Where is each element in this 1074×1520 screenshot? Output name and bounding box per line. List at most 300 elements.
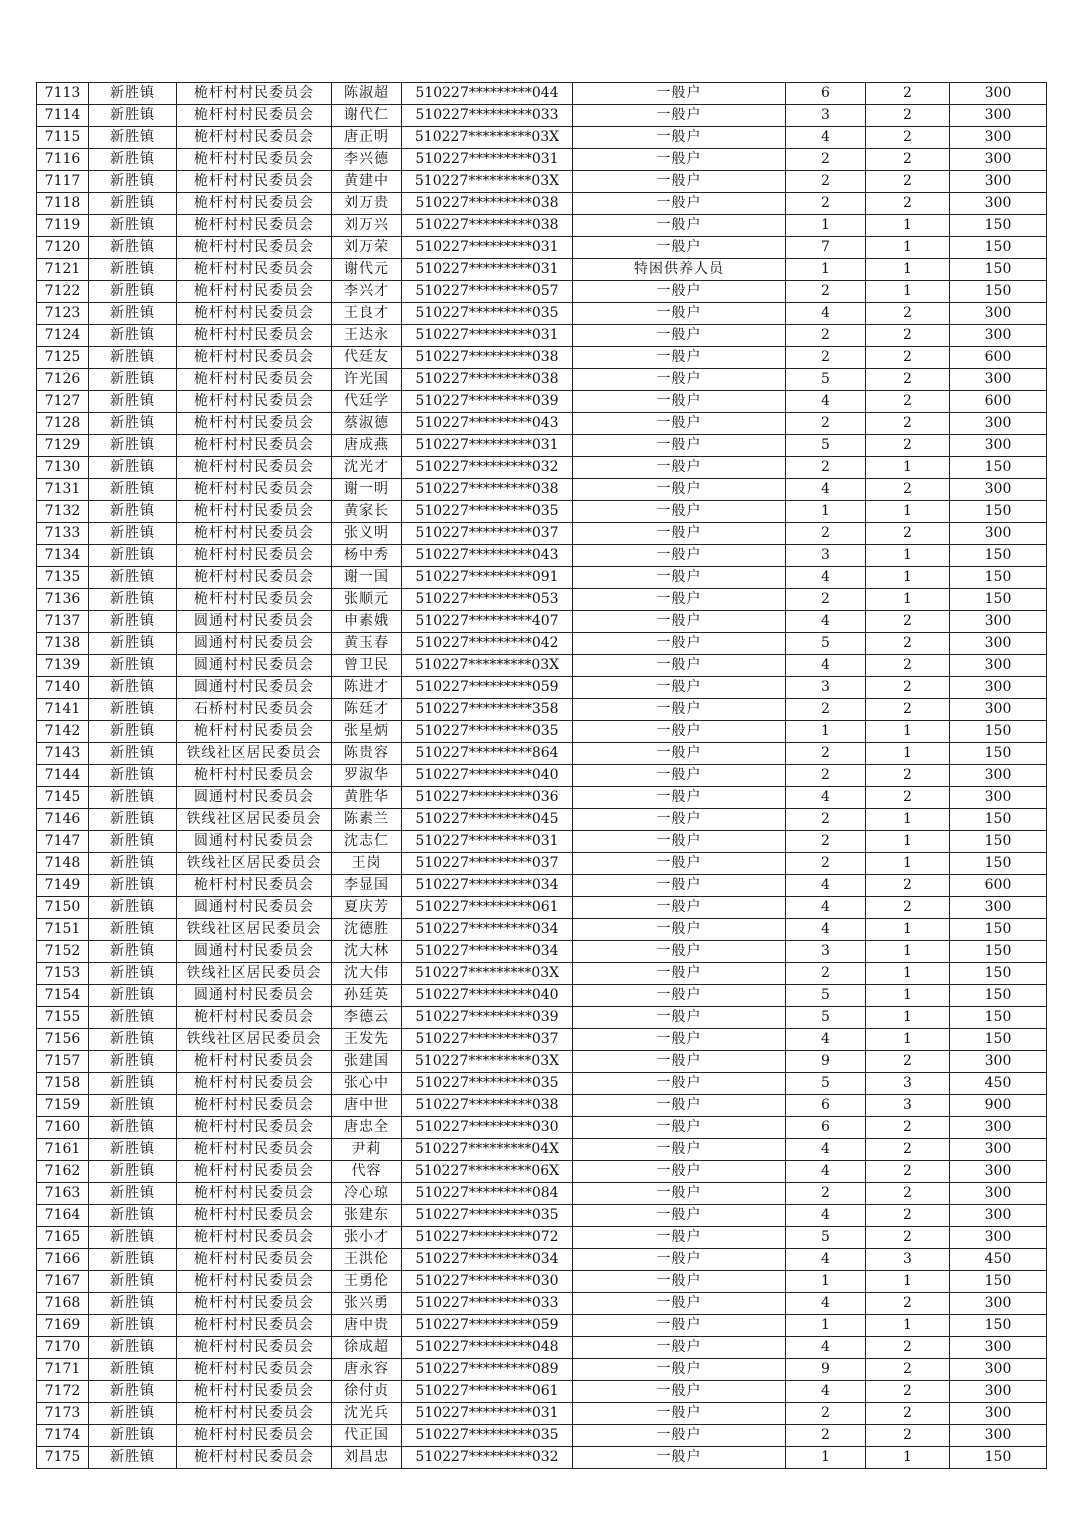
name-cell: 唐中世: [332, 1095, 402, 1117]
amount-cell: 300: [950, 699, 1047, 721]
subsidized-cell: 1: [866, 831, 950, 853]
subsidized-cell: 1: [866, 963, 950, 985]
persons-cell: 3: [786, 105, 866, 127]
amount-cell: 300: [950, 149, 1047, 171]
subsidized-cell: 2: [866, 1293, 950, 1315]
amount-cell: 300: [950, 677, 1047, 699]
table-row: [37, 127, 1047, 149]
name-cell: 李兴德: [332, 149, 402, 171]
table-row: [37, 941, 1047, 963]
name-cell: 刘昌忠: [332, 1447, 402, 1469]
village-cell: 桅杆村村民委员会: [177, 567, 332, 589]
village-cell: 桅杆村村民委员会: [177, 391, 332, 413]
town-cell: 新胜镇: [89, 1249, 177, 1271]
persons-cell: 2: [786, 809, 866, 831]
id-cell: 510227*********040: [402, 765, 573, 787]
type-cell: 一般户: [573, 721, 786, 743]
amount-cell: 300: [950, 413, 1047, 435]
table-row: [37, 303, 1047, 325]
name-cell: 张顺元: [332, 589, 402, 611]
seq-cell: 7153: [37, 963, 89, 985]
subsidized-cell: 2: [866, 435, 950, 457]
seq-cell: 7140: [37, 677, 89, 699]
amount-cell: 150: [950, 281, 1047, 303]
subsidized-cell: 1: [866, 809, 950, 831]
subsidized-cell: 2: [866, 1227, 950, 1249]
name-cell: 沈德胜: [332, 919, 402, 941]
table-row: [37, 83, 1047, 105]
subsidized-cell: 2: [866, 1051, 950, 1073]
persons-cell: 4: [786, 567, 866, 589]
seq-cell: 7144: [37, 765, 89, 787]
village-cell: 桅杆村村民委员会: [177, 237, 332, 259]
persons-cell: 3: [786, 677, 866, 699]
table-row: [37, 1073, 1047, 1095]
amount-cell: 300: [950, 1381, 1047, 1403]
id-cell: 510227*********045: [402, 809, 573, 831]
id-cell: 510227*********044: [402, 83, 573, 105]
persons-cell: 4: [786, 875, 866, 897]
subsidized-cell: 1: [866, 985, 950, 1007]
subsidized-cell: 2: [866, 523, 950, 545]
type-cell: 一般户: [573, 897, 786, 919]
table-row: [37, 875, 1047, 897]
amount-cell: 300: [950, 83, 1047, 105]
type-cell: 一般户: [573, 1205, 786, 1227]
seq-cell: 7126: [37, 369, 89, 391]
id-cell: 510227*********03X: [402, 171, 573, 193]
id-cell: 510227*********038: [402, 369, 573, 391]
seq-cell: 7164: [37, 1205, 89, 1227]
name-cell: 孙廷英: [332, 985, 402, 1007]
type-cell: 一般户: [573, 435, 786, 457]
amount-cell: 300: [950, 787, 1047, 809]
type-cell: 一般户: [573, 1425, 786, 1447]
type-cell: 一般户: [573, 787, 786, 809]
id-cell: 510227*********035: [402, 501, 573, 523]
persons-cell: 6: [786, 1117, 866, 1139]
table-row: [37, 1183, 1047, 1205]
amount-cell: 150: [950, 259, 1047, 281]
town-cell: 新胜镇: [89, 941, 177, 963]
name-cell: 陈素兰: [332, 809, 402, 831]
amount-cell: 150: [950, 1315, 1047, 1337]
subsidized-cell: 3: [866, 1073, 950, 1095]
subsidized-cell: 2: [866, 479, 950, 501]
type-cell: 一般户: [573, 963, 786, 985]
town-cell: 新胜镇: [89, 105, 177, 127]
id-cell: 510227*********031: [402, 259, 573, 281]
name-cell: 谢代仁: [332, 105, 402, 127]
subsidized-cell: 1: [866, 281, 950, 303]
town-cell: 新胜镇: [89, 435, 177, 457]
name-cell: 刘万兴: [332, 215, 402, 237]
table-row: [37, 1227, 1047, 1249]
village-cell: 圆通村村民委员会: [177, 677, 332, 699]
village-cell: 石桥村村民委员会: [177, 699, 332, 721]
seq-cell: 7161: [37, 1139, 89, 1161]
name-cell: 陈贵容: [332, 743, 402, 765]
name-cell: 黄建中: [332, 171, 402, 193]
town-cell: 新胜镇: [89, 1293, 177, 1315]
town-cell: 新胜镇: [89, 743, 177, 765]
subsidized-cell: 2: [866, 303, 950, 325]
amount-cell: 300: [950, 1359, 1047, 1381]
persons-cell: 2: [786, 743, 866, 765]
town-cell: 新胜镇: [89, 1161, 177, 1183]
persons-cell: 2: [786, 149, 866, 171]
table-row: [37, 105, 1047, 127]
subsidized-cell: 2: [866, 1183, 950, 1205]
id-cell: 510227*********038: [402, 215, 573, 237]
village-cell: 铁线社区居民委员会: [177, 963, 332, 985]
type-cell: 一般户: [573, 765, 786, 787]
type-cell: 一般户: [573, 127, 786, 149]
town-cell: 新胜镇: [89, 1425, 177, 1447]
name-cell: 王勇伦: [332, 1271, 402, 1293]
subsidized-cell: 1: [866, 1007, 950, 1029]
type-cell: 一般户: [573, 699, 786, 721]
id-cell: 510227*********061: [402, 1381, 573, 1403]
amount-cell: 150: [950, 1447, 1047, 1469]
persons-cell: 4: [786, 655, 866, 677]
id-cell: 510227*********030: [402, 1271, 573, 1293]
id-cell: 510227*********048: [402, 1337, 573, 1359]
persons-cell: 1: [786, 501, 866, 523]
town-cell: 新胜镇: [89, 787, 177, 809]
amount-cell: 300: [950, 1293, 1047, 1315]
subsidized-cell: 2: [866, 897, 950, 919]
amount-cell: 300: [950, 1183, 1047, 1205]
name-cell: 冷心琼: [332, 1183, 402, 1205]
town-cell: 新胜镇: [89, 809, 177, 831]
name-cell: 谢一明: [332, 479, 402, 501]
id-cell: 510227*********032: [402, 1447, 573, 1469]
persons-cell: 4: [786, 1029, 866, 1051]
persons-cell: 2: [786, 1403, 866, 1425]
amount-cell: 900: [950, 1095, 1047, 1117]
table-row: [37, 633, 1047, 655]
name-cell: 唐正明: [332, 127, 402, 149]
village-cell: 桅杆村村民委员会: [177, 259, 332, 281]
id-cell: 510227*********030: [402, 1117, 573, 1139]
seq-cell: 7151: [37, 919, 89, 941]
type-cell: 一般户: [573, 369, 786, 391]
amount-cell: 150: [950, 1029, 1047, 1051]
seq-cell: 7166: [37, 1249, 89, 1271]
subsidized-cell: 2: [866, 875, 950, 897]
persons-cell: 4: [786, 897, 866, 919]
subsidized-cell: 2: [866, 1205, 950, 1227]
type-cell: 一般户: [573, 413, 786, 435]
seq-cell: 7163: [37, 1183, 89, 1205]
seq-cell: 7123: [37, 303, 89, 325]
town-cell: 新胜镇: [89, 765, 177, 787]
name-cell: 尹莉: [332, 1139, 402, 1161]
id-cell: 510227*********038: [402, 193, 573, 215]
id-cell: 510227*********033: [402, 1293, 573, 1315]
town-cell: 新胜镇: [89, 83, 177, 105]
name-cell: 李兴才: [332, 281, 402, 303]
amount-cell: 300: [950, 369, 1047, 391]
id-cell: 510227*********03X: [402, 963, 573, 985]
name-cell: 沈光兵: [332, 1403, 402, 1425]
persons-cell: 2: [786, 457, 866, 479]
type-cell: 一般户: [573, 1007, 786, 1029]
seq-cell: 7152: [37, 941, 89, 963]
seq-cell: 7136: [37, 589, 89, 611]
table-row: [37, 897, 1047, 919]
amount-cell: 300: [950, 127, 1047, 149]
seq-cell: 7154: [37, 985, 89, 1007]
seq-cell: 7174: [37, 1425, 89, 1447]
id-cell: 510227*********864: [402, 743, 573, 765]
subsidized-cell: 2: [866, 127, 950, 149]
seq-cell: 7115: [37, 127, 89, 149]
table-row: [37, 171, 1047, 193]
id-cell: 510227*********038: [402, 1095, 573, 1117]
persons-cell: 2: [786, 523, 866, 545]
village-cell: 圆通村村民委员会: [177, 655, 332, 677]
seq-cell: 7117: [37, 171, 89, 193]
town-cell: 新胜镇: [89, 215, 177, 237]
table-row: [37, 1161, 1047, 1183]
subsidized-cell: 1: [866, 721, 950, 743]
amount-cell: 300: [950, 105, 1047, 127]
subsidized-cell: 1: [866, 545, 950, 567]
amount-cell: 150: [950, 1007, 1047, 1029]
village-cell: 桅杆村村民委员会: [177, 1293, 332, 1315]
seq-cell: 7170: [37, 1337, 89, 1359]
village-cell: 圆通村村民委员会: [177, 831, 332, 853]
name-cell: 徐付贞: [332, 1381, 402, 1403]
table-row: [37, 435, 1047, 457]
persons-cell: 1: [786, 215, 866, 237]
town-cell: 新胜镇: [89, 1095, 177, 1117]
persons-cell: 5: [786, 985, 866, 1007]
type-cell: 一般户: [573, 171, 786, 193]
village-cell: 圆通村村民委员会: [177, 611, 332, 633]
village-cell: 桅杆村村民委员会: [177, 1139, 332, 1161]
town-cell: 新胜镇: [89, 721, 177, 743]
persons-cell: 2: [786, 765, 866, 787]
village-cell: 桅杆村村民委员会: [177, 501, 332, 523]
village-cell: 桅杆村村民委员会: [177, 523, 332, 545]
type-cell: 一般户: [573, 655, 786, 677]
name-cell: 王发先: [332, 1029, 402, 1051]
persons-cell: 2: [786, 281, 866, 303]
id-cell: 510227*********034: [402, 875, 573, 897]
village-cell: 桅杆村村民委员会: [177, 589, 332, 611]
subsidized-cell: 2: [866, 171, 950, 193]
name-cell: 刘万荣: [332, 237, 402, 259]
town-cell: 新胜镇: [89, 501, 177, 523]
subsidized-cell: 1: [866, 1271, 950, 1293]
town-cell: 新胜镇: [89, 963, 177, 985]
persons-cell: 2: [786, 831, 866, 853]
persons-cell: 4: [786, 303, 866, 325]
type-cell: 一般户: [573, 1161, 786, 1183]
town-cell: 新胜镇: [89, 369, 177, 391]
amount-cell: 150: [950, 237, 1047, 259]
name-cell: 张义明: [332, 523, 402, 545]
name-cell: 曾卫民: [332, 655, 402, 677]
village-cell: 桅杆村村民委员会: [177, 765, 332, 787]
seq-cell: 7138: [37, 633, 89, 655]
subsidized-cell: 2: [866, 787, 950, 809]
subsidized-cell: 2: [866, 325, 950, 347]
village-cell: 桅杆村村民委员会: [177, 1095, 332, 1117]
name-cell: 张兴勇: [332, 1293, 402, 1315]
subsidized-cell: 1: [866, 567, 950, 589]
table-row: [37, 1205, 1047, 1227]
table-row: [37, 567, 1047, 589]
id-cell: 510227*********035: [402, 1205, 573, 1227]
persons-cell: 2: [786, 963, 866, 985]
seq-cell: 7160: [37, 1117, 89, 1139]
seq-cell: 7147: [37, 831, 89, 853]
town-cell: 新胜镇: [89, 259, 177, 281]
table-row: [37, 1051, 1047, 1073]
type-cell: 特困供养人员: [573, 259, 786, 281]
type-cell: 一般户: [573, 1381, 786, 1403]
seq-cell: 7165: [37, 1227, 89, 1249]
seq-cell: 7171: [37, 1359, 89, 1381]
subsidized-cell: 2: [866, 611, 950, 633]
seq-cell: 7158: [37, 1073, 89, 1095]
amount-cell: 600: [950, 391, 1047, 413]
seq-cell: 7137: [37, 611, 89, 633]
persons-cell: 9: [786, 1359, 866, 1381]
seq-cell: 7162: [37, 1161, 89, 1183]
table-row: [37, 1425, 1047, 1447]
town-cell: 新胜镇: [89, 1205, 177, 1227]
town-cell: 新胜镇: [89, 479, 177, 501]
subsidized-cell: 2: [866, 1425, 950, 1447]
town-cell: 新胜镇: [89, 171, 177, 193]
amount-cell: 300: [950, 1337, 1047, 1359]
amount-cell: 300: [950, 1403, 1047, 1425]
name-cell: 李德云: [332, 1007, 402, 1029]
town-cell: 新胜镇: [89, 523, 177, 545]
id-cell: 510227*********031: [402, 237, 573, 259]
persons-cell: 1: [786, 259, 866, 281]
id-cell: 510227*********031: [402, 149, 573, 171]
persons-cell: 5: [786, 633, 866, 655]
id-cell: 510227*********034: [402, 941, 573, 963]
id-cell: 510227*********038: [402, 347, 573, 369]
town-cell: 新胜镇: [89, 567, 177, 589]
table-row: [37, 809, 1047, 831]
type-cell: 一般户: [573, 1447, 786, 1469]
town-cell: 新胜镇: [89, 1271, 177, 1293]
village-cell: 桅杆村村民委员会: [177, 149, 332, 171]
type-cell: 一般户: [573, 149, 786, 171]
table-row: [37, 501, 1047, 523]
type-cell: 一般户: [573, 567, 786, 589]
id-cell: 510227*********034: [402, 919, 573, 941]
id-cell: 510227*********059: [402, 677, 573, 699]
town-cell: 新胜镇: [89, 1227, 177, 1249]
subsidized-cell: 1: [866, 1447, 950, 1469]
id-cell: 510227*********04X: [402, 1139, 573, 1161]
type-cell: 一般户: [573, 677, 786, 699]
type-cell: 一般户: [573, 1337, 786, 1359]
town-cell: 新胜镇: [89, 1447, 177, 1469]
name-cell: 陈淑超: [332, 83, 402, 105]
type-cell: 一般户: [573, 303, 786, 325]
persons-cell: 2: [786, 413, 866, 435]
amount-cell: 150: [950, 743, 1047, 765]
amount-cell: 300: [950, 1161, 1047, 1183]
amount-cell: 300: [950, 1205, 1047, 1227]
seq-cell: 7148: [37, 853, 89, 875]
id-cell: 510227*********031: [402, 325, 573, 347]
town-cell: 新胜镇: [89, 325, 177, 347]
town-cell: 新胜镇: [89, 699, 177, 721]
persons-cell: 2: [786, 193, 866, 215]
village-cell: 桅杆村村民委员会: [177, 127, 332, 149]
name-cell: 张小才: [332, 1227, 402, 1249]
persons-cell: 6: [786, 1095, 866, 1117]
subsidized-cell: 2: [866, 369, 950, 391]
seq-cell: 7149: [37, 875, 89, 897]
village-cell: 桅杆村村民委员会: [177, 413, 332, 435]
village-cell: 铁线社区居民委员会: [177, 743, 332, 765]
town-cell: 新胜镇: [89, 303, 177, 325]
village-cell: 桅杆村村民委员会: [177, 479, 332, 501]
type-cell: 一般户: [573, 633, 786, 655]
subsidized-cell: 2: [866, 1161, 950, 1183]
type-cell: 一般户: [573, 611, 786, 633]
town-cell: 新胜镇: [89, 1381, 177, 1403]
seq-cell: 7132: [37, 501, 89, 523]
name-cell: 蔡淑德: [332, 413, 402, 435]
seq-cell: 7127: [37, 391, 89, 413]
seq-cell: 7169: [37, 1315, 89, 1337]
id-cell: 510227*********037: [402, 523, 573, 545]
table-row: [37, 853, 1047, 875]
town-cell: 新胜镇: [89, 127, 177, 149]
type-cell: 一般户: [573, 853, 786, 875]
persons-cell: 1: [786, 1271, 866, 1293]
seq-cell: 7128: [37, 413, 89, 435]
persons-cell: 5: [786, 369, 866, 391]
persons-cell: 2: [786, 171, 866, 193]
name-cell: 沈大林: [332, 941, 402, 963]
id-cell: 510227*********040: [402, 985, 573, 1007]
persons-cell: 7: [786, 237, 866, 259]
amount-cell: 600: [950, 347, 1047, 369]
amount-cell: 300: [950, 479, 1047, 501]
persons-cell: 4: [786, 1161, 866, 1183]
subsidized-cell: 2: [866, 699, 950, 721]
table-row: [37, 1139, 1047, 1161]
seq-cell: 7175: [37, 1447, 89, 1469]
village-cell: 桅杆村村民委员会: [177, 1249, 332, 1271]
village-cell: 桅杆村村民委员会: [177, 1359, 332, 1381]
seq-cell: 7155: [37, 1007, 89, 1029]
seq-cell: 7124: [37, 325, 89, 347]
seq-cell: 7116: [37, 149, 89, 171]
village-cell: 桅杆村村民委员会: [177, 457, 332, 479]
village-cell: 圆通村村民委员会: [177, 897, 332, 919]
subsidized-cell: 2: [866, 193, 950, 215]
persons-cell: 4: [786, 1337, 866, 1359]
type-cell: 一般户: [573, 83, 786, 105]
subsidized-cell: 3: [866, 1095, 950, 1117]
name-cell: 许光国: [332, 369, 402, 391]
